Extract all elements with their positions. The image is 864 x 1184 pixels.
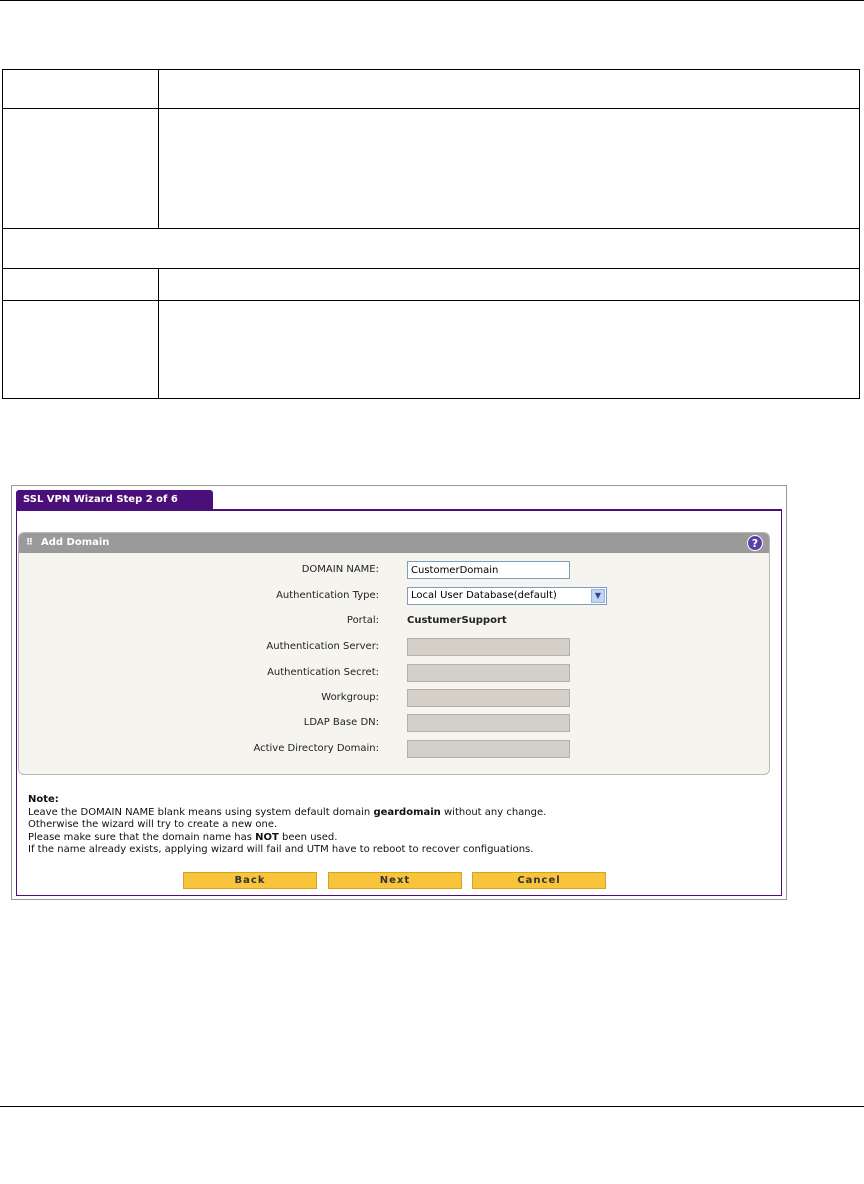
note-block — [28, 794, 546, 857]
auth-server-input[interactable] — [407, 638, 570, 656]
ssl-vpn-wizard-screenshot — [11, 485, 787, 900]
table-row-divider — [3, 300, 859, 301]
section-header — [19, 533, 769, 553]
document-table — [2, 69, 860, 399]
portal-label: Portal: — [346, 615, 379, 626]
workgroup-label: Workgroup: — [321, 692, 379, 703]
auth-type-label: Authentication Type: — [276, 590, 379, 601]
workgroup-input[interactable] — [407, 689, 570, 707]
next-button[interactable]: Next — [328, 872, 462, 889]
table-row-divider — [3, 268, 859, 269]
table-row-divider — [3, 108, 859, 109]
portal-value: CustumerSupport — [407, 615, 507, 626]
note-heading: Note: — [28, 794, 59, 805]
table-row-divider — [3, 228, 859, 229]
wizard-step-tab[interactable]: SSL VPN Wizard Step 2 of 6 — [16, 490, 213, 510]
note-line: Otherwise the wizard will try to create a new one. — [28, 819, 278, 830]
page-top-rule — [0, 0, 864, 1]
auth-server-label: Authentication Server: — [266, 641, 379, 652]
page-bottom-rule — [0, 1106, 864, 1107]
ldap-base-dn-label: LDAP Base DN: — [303, 717, 379, 728]
back-button[interactable]: Back — [183, 872, 317, 889]
note-line: If the name already exists, applying wizard will fail and UTM have to reboot to recover configuations. — [28, 844, 534, 855]
table-column-divider — [158, 70, 159, 228]
domain-name-label: DOMAIN NAME: — [301, 564, 379, 575]
auth-type-select[interactable] — [407, 587, 607, 605]
note-line: Leave the DOMAIN NAME blank means using system default domain geardomain without any change. — [28, 806, 547, 818]
table-column-divider — [158, 268, 159, 399]
domain-name-input[interactable] — [407, 561, 570, 579]
auth-type-value: Local User Database(default) — [411, 590, 557, 601]
add-domain-section — [18, 532, 770, 775]
ad-domain-input[interactable] — [407, 740, 570, 758]
ad-domain-label: Active Directory Domain: — [253, 743, 379, 754]
help-icon[interactable]: ? — [747, 535, 763, 551]
note-line: Please make sure that the domain name has NOT been used. — [28, 831, 338, 843]
chevron-down-icon[interactable]: ▼ — [591, 589, 605, 603]
auth-secret-input[interactable] — [407, 664, 570, 682]
grip-icon: ⠿ — [26, 538, 34, 548]
ldap-base-dn-input[interactable] — [407, 714, 570, 732]
section-title: Add Domain — [41, 537, 110, 548]
auth-secret-label: Authentication Secret: — [267, 667, 379, 678]
cancel-button[interactable]: Cancel — [472, 872, 606, 889]
